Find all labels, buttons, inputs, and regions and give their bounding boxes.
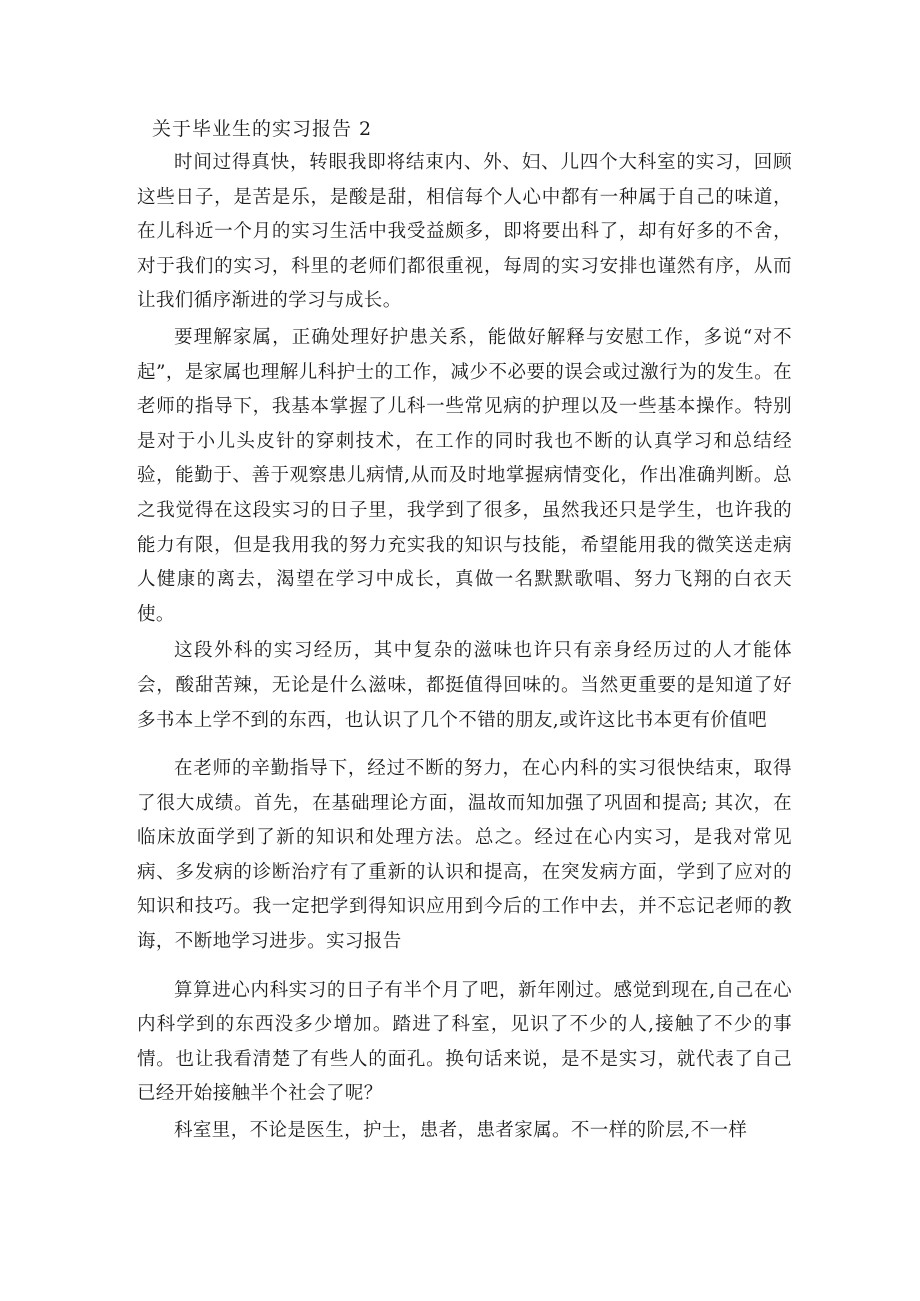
- paragraph-6: 科室里，不论是医生，护士，患者，患者家属。不一样的阶层,不一样: [174, 1120, 748, 1142]
- paragraph-3: 这段外科的实习经历，其中复杂的滋味也许只有亲身经历过的人才能体会，酸甜苦辣，无论是什么滋味，都挺值得回味的。当然更重要的是知道了好多书本上学不到的东西，也认识了几个不错的朋友,或许这比书本更有价值吧: [137, 640, 792, 731]
- document-title: 关于毕业生的实习报告 2: [152, 118, 373, 140]
- paragraph-2: 要理解家属，正确处理好护患关系，能做好解释与安慰工作，多说“对不起”，是家属也理解儿科护士的工作，减少不必要的误会或过激行为的发生。在老师的指导下，我基本掌握了儿科一些常见病的护理以及一些基本操作。特别是对于小儿头皮针的穿刺技术，在工作的同时我也不断的认真学习和总结经验，能勤于、善于观察患儿病情,从而及时地掌握病情变化，作出准确判断。总之我觉得在这段实习的日子里，我学到了很多，虽然我还只是学生，也许我的能力有限，但是我用我的努力充实我的知识与技能，希望能用我的微笑送走病人健康的离去，渴望在学习中成长，真做一名默默歌唱、努力飞翔的白衣天使。: [137, 326, 792, 625]
- paragraph-1: 时间过得真快，转眼我即将结束内、外、妇、儿四个大科室的实习，回顾这些日子，是苦是乐，是酸是甜，相信每个人心中都有一种属于自己的味道，在儿科近一个月的实习生活中我受益颇多，即将要出科了，却有好多的不舍，对于我们的实习，科里的老师们都很重视，每周的实习安排也谨然有序，从而让我们循序渐进的学习与成长。: [137, 152, 792, 312]
- paragraph-5: 算算进心内科实习的日子有半个月了吧，新年刚过。感觉到现在,自己在心内科学到的东西没多少增加。踏进了科室，见识了不少的人,接触了不少的事情。也让我看清楚了有些人的面孔。换句话来说，是不是实习，就代表了自己已经开始接触半个社会了呢？: [137, 979, 792, 1105]
- paragraph-4: 在老师的辛勤指导下，经过不断的努力，在心内科的实习很快结束，取得了很大成绩。首先，在基础理论方面，温故而知加强了巩固和提高; 其次，在临床放面学到了新的知识和处理方法。总之。经过在心内实习，是我对常见病、多发病的诊断治疗有了重新的认识和提高，在突发病方面，学到了应对的知识和技巧。我一定把学到得知识应用到今后的工作中去，并不忘记老师的教诲，不断地学习进步。实习报告: [137, 758, 792, 953]
- document-body: [137, 112, 792, 1149]
